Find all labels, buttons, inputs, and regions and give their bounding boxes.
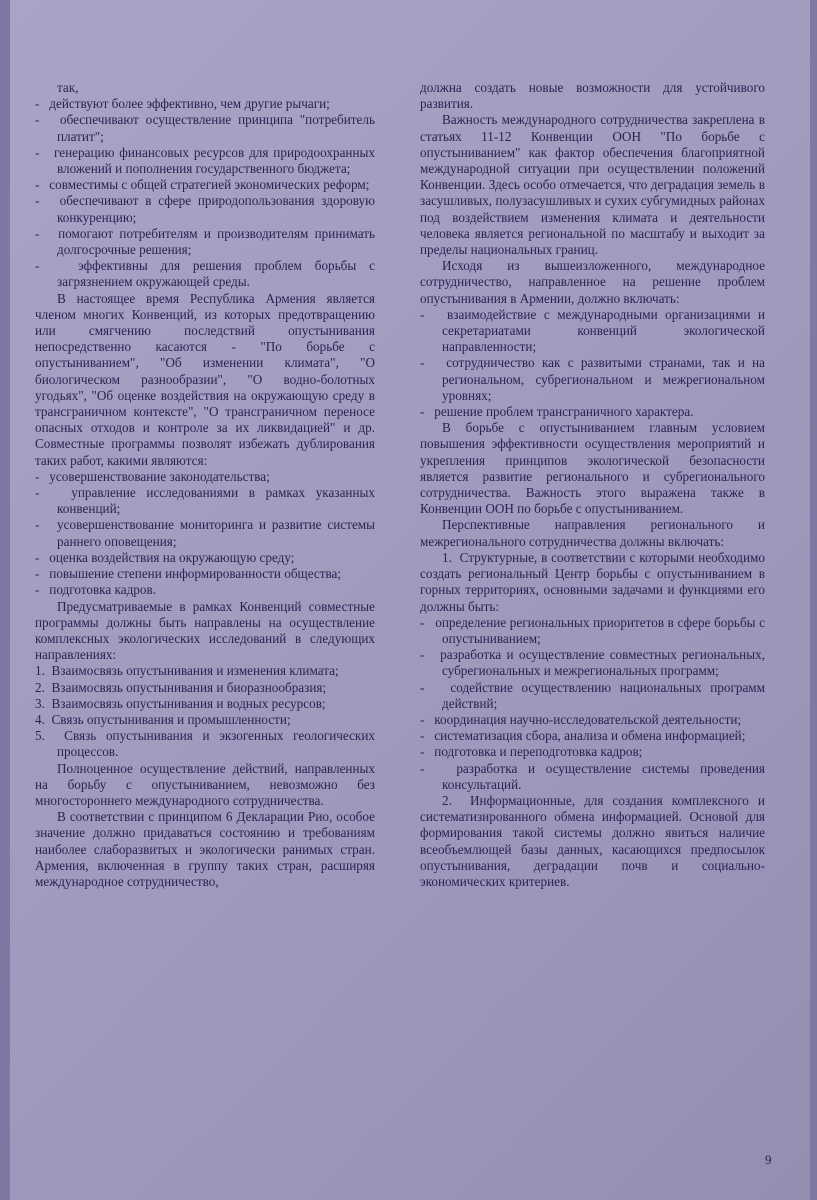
paragraph: Предусматриваемые в рамках Конвенций совместные программы должны быть направлены на осуществление комплексных экологических исследований в следующих направлениях: <box>35 598 375 663</box>
paragraph: В настоящее время Республика Армения является членом многих Конвенций, из которых предотвращению или смягчению последствий опустынивания непосредственно касаются - "По борьбе с опустыниванием", "Об изменении климата", "О биологическом разнообразии", "О водно-болотных угодьях", "Об оценке воздействия на окружающую среду в трансграничном контексте", "О трансграничном переносе опасных отходов и контроле за их ликвидацией" и др. Совместные программы позволят избежать дублирования таких работ, какими являются: <box>35 290 375 468</box>
paragraph: В соответствии с принципом 6 Декларации Рио, особое значение должно придаваться состоянию и требованиям наиболее слаборазвитых и экологически ранимых стран. Армения, включенная в группу таких стран, расширяя международное сотрудничество, <box>35 809 375 889</box>
numbered-item: 1. Взаимосвязь опустынивания и изменения климата; <box>35 663 339 679</box>
paragraph: Полноценное осуществление действий, направленных на борьбу с опустыниванием, невозможно без многостороннего международного сотрудничества. <box>35 760 375 808</box>
bullet-item: - систематизация сбора, анализа и обмена информацией; <box>420 728 746 744</box>
numbered-paragraph: 1. Структурные, в соответствии с которыми необходимо создать региональный Центр борьбы с опустыниванием в горных территориях, основными задачами и функциями его должны быть: <box>420 549 765 614</box>
bullet-item: - усовершенствование мониторинга и развитие системы раннего оповещения; <box>35 517 375 549</box>
paragraph: В борьбе с опустыниванием главным условием повышения эффективности осуществления мероприятий и укрепления принципов экологической безопасности является развитие регионального и субрегионального сотрудничества. Важность этого выражена также в Конвенции ООН по борьбе с опустыниванием. <box>420 420 765 517</box>
numbered-paragraph: 2. Информационные, для создания комплексного и систематизированного обмена информацией. Основой для формирования такой системы должно явиться наличие всеобъемлющей базы данных, касающихся предпосылок опустынивания, деградации почв и социально-экономических критериев. <box>420 792 765 889</box>
bullet-item: - взаимодействие с международными организациями и секретариатами конвенций экологической направленности; <box>420 306 765 355</box>
right-text-column <box>420 80 765 890</box>
bullet-item: - содействие осуществлению национальных программ действий; <box>420 679 765 711</box>
bullet-item: - координация научно-исследовательской деятельности; <box>420 711 742 727</box>
bullet-item: - оценка воздействия на окружающую среду; <box>35 549 295 565</box>
bullet-item: - генерацию финансовых ресурсов для природоохранных вложений и пополнения государственного бюджета; <box>35 144 375 177</box>
numbered-item: 5. Связь опустынивания и экзогенных геологических процессов. <box>35 728 375 760</box>
bullet-item: - подготовка и переподготовка кадров; <box>420 744 643 760</box>
bullet-item: - обеспечивают осуществление принципа "потребитель платит"; <box>35 112 375 144</box>
bullet-item: - повышение степени информированности общества; <box>35 566 342 582</box>
paragraph: Важность международного сотрудничества закреплена в статьях 11-12 Конвенции ООН "По борьбе с опустыниванием" как фактор обеспечения благоприятной международной ситуации при осуществлении положений Конвенции. Здесь особо отмечается, что деградация земель в засушливых, полузасушливых и сухих субгумидных районах под воздействием изменения климата и деятельности человека является региональной по масштабу и выходит за пределы национальных границ. <box>420 112 765 258</box>
paragraph: должна создать новые возможности для устойчивого развития. <box>420 80 765 112</box>
bullet-item: - разработка и осуществление совместных региональных, субрегиональных и межрегиональных программ; <box>420 647 765 679</box>
bullet-item: - разработка и осуществление системы проведения консультаций. <box>420 760 765 792</box>
bullet-item: - определение региональных приоритетов в сфере борьбы с опустыниванием; <box>420 614 765 646</box>
numbered-item: 3. Взаимосвязь опустынивания и водных ресурсов; <box>35 695 326 711</box>
bullet-item: - подготовка кадров. <box>35 582 157 598</box>
bullet-item: - помогают потребителям и производителям принимать долгосрочные решения; <box>35 225 375 258</box>
paragraph: Перспективные направления регионального и межрегионального сотрудничества должны включать: <box>420 517 765 549</box>
bullet-item: - действуют более эффективно, чем другие рычаги; <box>35 96 330 112</box>
left-text-column <box>35 80 375 890</box>
paragraph: так, <box>57 80 79 95</box>
page-number: 9 <box>765 1152 772 1167</box>
numbered-item: 4. Связь опустынивания и промышленности; <box>35 711 291 727</box>
bullet-item: - управление исследованиями в рамках указанных конвенций; <box>35 485 375 517</box>
document-page <box>10 0 810 1200</box>
paragraph: Исходя из вышеизложенного, международное сотрудничество, направленное на решение проблем опустынивания в Армении, должно включать: <box>420 258 765 306</box>
bullet-item: - совместимы с общей стратегией экономических реформ; <box>35 177 370 193</box>
bullet-item: - усовершенствование законодательства; <box>35 468 270 484</box>
bullet-item: - обеспечивают в сфере природопользования здоровую конкуренцию; <box>35 193 375 225</box>
bullet-item: - решение проблем трансграничного характера. <box>420 404 694 420</box>
bullet-item: - сотрудничество как с развитыми странами, так и на региональном, субрегиональном и межрегиональном уровнях; <box>420 355 765 403</box>
numbered-item: 2. Взаимосвязь опустынивания и биоразнообразия; <box>35 679 327 695</box>
bullet-item: - эффективны для решения проблем борьбы с загрязнением окружающей среды. <box>35 258 375 290</box>
